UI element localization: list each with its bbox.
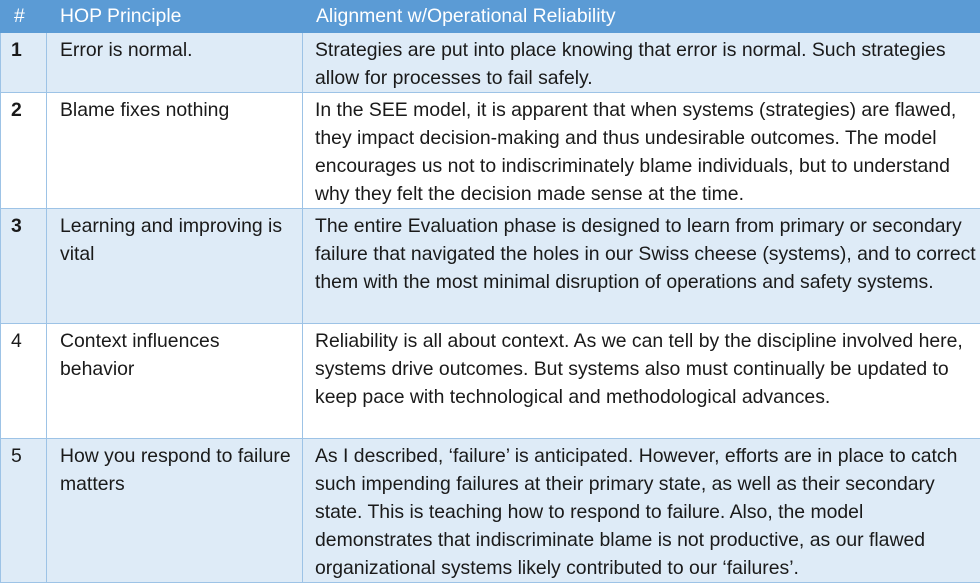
- table-row: [1, 439, 980, 583]
- row-principle: How you respond to failure matters: [47, 439, 303, 583]
- table-row: [1, 324, 980, 439]
- row-alignment: Reliability is all about context. As we can tell by the discipline involved here, systems drive outcomes. But systems also must continually be updated to keep pace with technological and methodological advances.: [303, 324, 980, 439]
- row-principle: Error is normal.: [47, 33, 303, 93]
- row-number: 1: [1, 33, 47, 93]
- row-alignment: In the SEE model, it is apparent that when systems (strategies) are flawed, they impact decision-making and thus undesirable outcomes. The model encourages us not to indiscriminately blame individuals, but to understand why they felt the decision made sense at the time.: [303, 93, 980, 209]
- table-header-row: [1, 1, 980, 33]
- row-number: 2: [1, 93, 47, 209]
- table-row: [1, 209, 980, 324]
- row-principle: Blame fixes nothing: [47, 93, 303, 209]
- row-number: 3: [1, 209, 47, 324]
- row-number: 5: [1, 439, 47, 583]
- row-principle: Learning and improving is vital: [47, 209, 303, 324]
- row-alignment: The entire Evaluation phase is designed to learn from primary or secondary failure that navigated the holes in our Swiss cheese (systems), and to correct them with the most minimal disruption of operations and safety systems.: [303, 209, 980, 324]
- header-alignment: Alignment w/Operational Reliability: [303, 1, 980, 33]
- table-row: [1, 33, 980, 93]
- row-principle: Context influences behavior: [47, 324, 303, 439]
- row-number: 4: [1, 324, 47, 439]
- table-row: [1, 93, 980, 209]
- row-alignment: As I described, ‘failure’ is anticipated. However, efforts are in place to catch such impending failures at their primary state, as well as their secondary state. This is teaching how to respond to failure. Also, the model demonstrates that indiscriminate blame is not productive, as our flawed organizational systems likely contributed to our ‘failures’.: [303, 439, 980, 583]
- row-alignment: Strategies are put into place knowing that error is normal. Such strategies allow for processes to fail safely.: [303, 33, 980, 93]
- header-number: #: [1, 1, 47, 33]
- header-principle: HOP Principle: [47, 1, 303, 33]
